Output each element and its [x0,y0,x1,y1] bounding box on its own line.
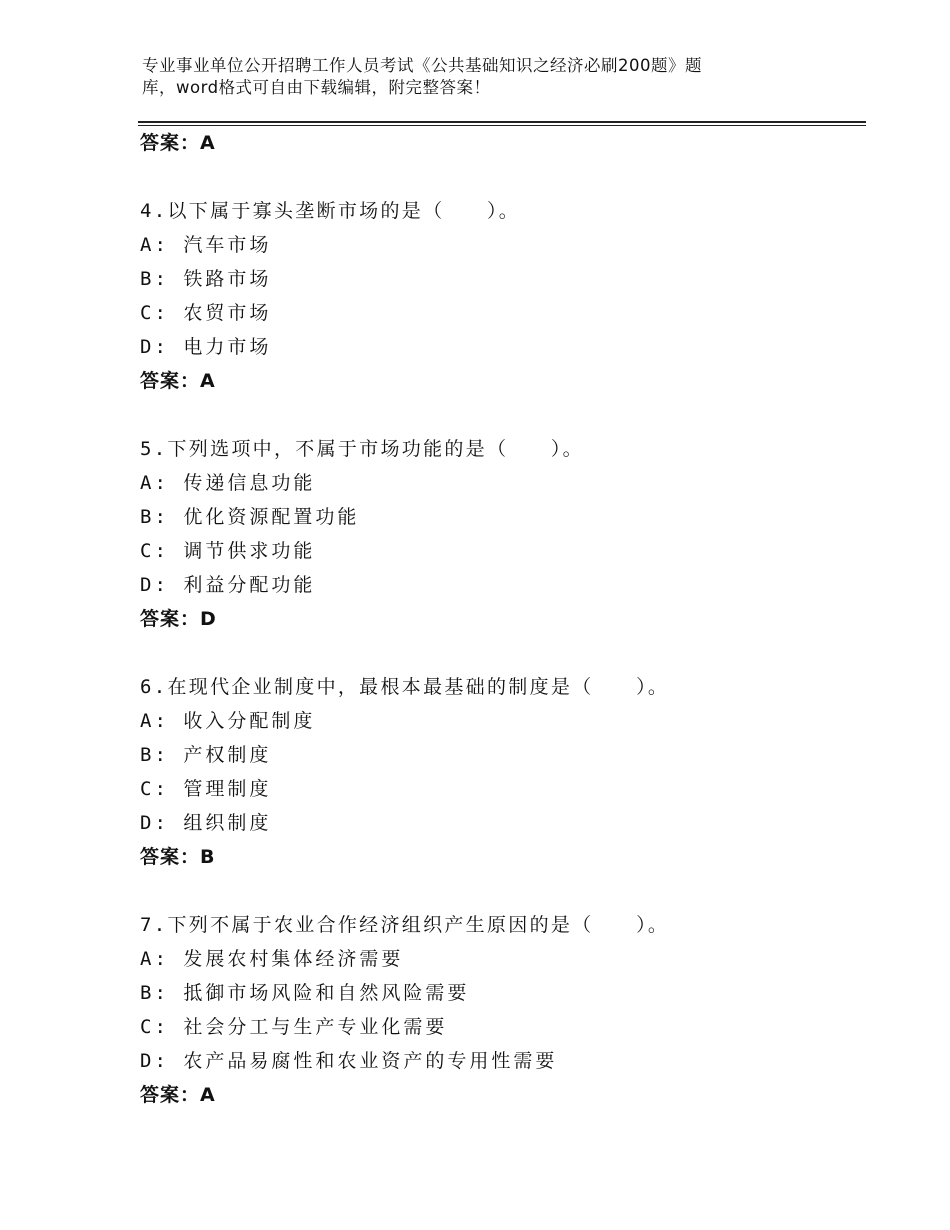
option-a: A: 传递信息功能 [140,472,316,494]
answer-line: 答案：A [140,1084,216,1106]
option-c: C: 社会分工与生产专业化需要 [140,1016,448,1038]
header-line-1: 专业事业单位公开招聘工作人员考试《公共基础知识之经济必刷200题》题 [142,56,702,75]
option-b: B: 优化资源配置功能 [140,506,360,528]
option-a: A: 收入分配制度 [140,710,316,732]
answer-line: 答案：A [140,132,216,154]
option-d: D: 电力市场 [140,336,272,358]
option-d: D: 农产品易腐性和农业资产的专用性需要 [140,1050,558,1072]
question-block [140,670,860,874]
question-block [140,432,860,636]
option-d: D: 利益分配功能 [140,574,316,596]
answer-line: 答案：D [140,608,217,630]
question-stem: 5.下列选项中，不属于市场功能的是（ ）。 [140,438,584,460]
header-line-2: 库，word格式可自由下载编辑，附完整答案！ [142,78,491,97]
answer-line: 答案：B [140,846,216,868]
question-stem: 6.在现代企业制度中，最根本最基础的制度是（ ）。 [140,676,670,698]
option-c: C: 调节供求功能 [140,540,316,562]
question-block [140,908,860,1112]
option-b: B: 铁路市场 [140,268,272,290]
question-stem: 7.下列不属于农业合作经济组织产生原因的是（ ）。 [140,914,670,936]
option-a: A: 发展农村集体经济需要 [140,948,404,970]
question-list [140,126,860,1112]
option-b: B: 抵御市场风险和自然风险需要 [140,982,470,1004]
answer-line: 答案：A [140,370,216,392]
option-d: D: 组织制度 [140,812,272,834]
page-header [142,55,782,99]
option-b: B: 产权制度 [140,744,272,766]
option-c: C: 管理制度 [140,778,272,800]
option-c: C: 农贸市场 [140,302,272,324]
question-block [140,194,860,398]
question-stem: 4.以下属于寡头垄断市场的是（ ）。 [140,200,521,222]
option-a: A: 汽车市场 [140,234,272,256]
